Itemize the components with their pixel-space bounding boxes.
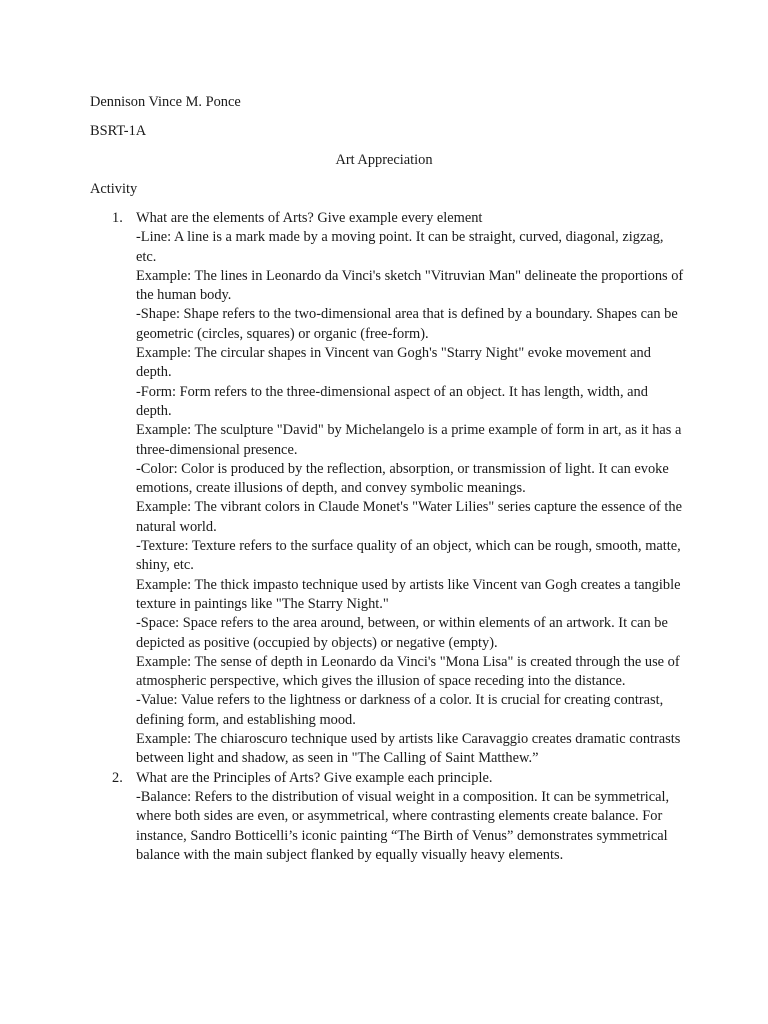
element-color: -Color: Color is produced by the reflection, absorption, or transmission of light. It can evoke emotions, create illusions of depth, and convey symbolic meanings. [136, 460, 669, 497]
example-shape: Example: The circular shapes in Vincent van Gogh's "Starry Night" evoke movement and depth. [136, 345, 651, 381]
question-text: What are the Principles of Arts? Give example each principle. [136, 769, 493, 786]
question-text: What are the elements of Arts? Give example every element [136, 210, 483, 226]
element-form: -Form: Form refers to the three-dimensional aspect of an object. It has length, width, and depth. [136, 383, 648, 419]
section-label: BSRT-1A [90, 123, 147, 139]
activity-heading: Activity [90, 181, 138, 197]
element-shape: -Shape: Shape refers to the two-dimensional area that is defined by a boundary. Shapes can be geometric (circles, squares) or organic (free-form). [136, 306, 678, 342]
question-number: 2. [112, 769, 123, 786]
example-space: Example: The sense of depth in Leonardo da Vinci's "Mona Lisa" is created through the use of atmospheric perspective, which gives the illusion of space receding into the distance. [136, 653, 680, 690]
element-line: -Line: A line is a mark made by a moving point. It can be straight, curved, diagonal, zigzag, etc. [136, 229, 664, 265]
question-item-1 [112, 209, 684, 769]
element-value: -Value: Value refers to the lightness or darkness of a color. It is crucial for creating contrast, defining form, and establishing mood. [136, 692, 664, 728]
document-title: Art Appreciation [335, 152, 433, 168]
question-item-2 [112, 769, 684, 865]
example-line: Example: The lines in Leonardo da Vinci's sketch "Vitruvian Man" delineate the proportions of the human body. [136, 267, 684, 304]
principle-balance: -Balance: Refers to the distribution of visual weight in a composition. It can be symmetrical, where both sides are even, or asymmetrical, where contrasting elements create balance. For instance, Sandro Botticelli’s iconic painting “The Birth of Venus” demonstrates symmetrical balance with the main subject flanked by equally visually heavy elements. [136, 788, 670, 863]
element-space: -Space: Space refers to the area around, between, or within elements of an artwork. It can be depicted as positive (occupied by objects) or negative (empty). [136, 615, 668, 651]
question-number: 1. [112, 210, 123, 226]
element-texture: -Texture: Texture refers to the surface quality of an object, which can be rough, smooth, matte, shiny, etc. [136, 538, 681, 574]
example-form: Example: The sculpture "David" by Michelangelo is a prime example of form in art, as it has a three-dimensional presence. [136, 422, 682, 458]
example-value: Example: The chiaroscuro technique used by artists like Caravaggio creates dramatic contrasts between light and shadow, as seen in "The Calling of Saint Matthew.” [136, 731, 681, 767]
example-color: Example: The vibrant colors in Claude Monet's "Water Lilies" series capture the essence of the natural world. [136, 499, 682, 535]
author-name: Dennison Vince M. Ponce [90, 94, 241, 110]
question-list [112, 209, 684, 865]
example-texture: Example: The thick impasto technique used by artists like Vincent van Gogh creates a tangible texture in paintings like "The Starry Night." [136, 576, 681, 612]
